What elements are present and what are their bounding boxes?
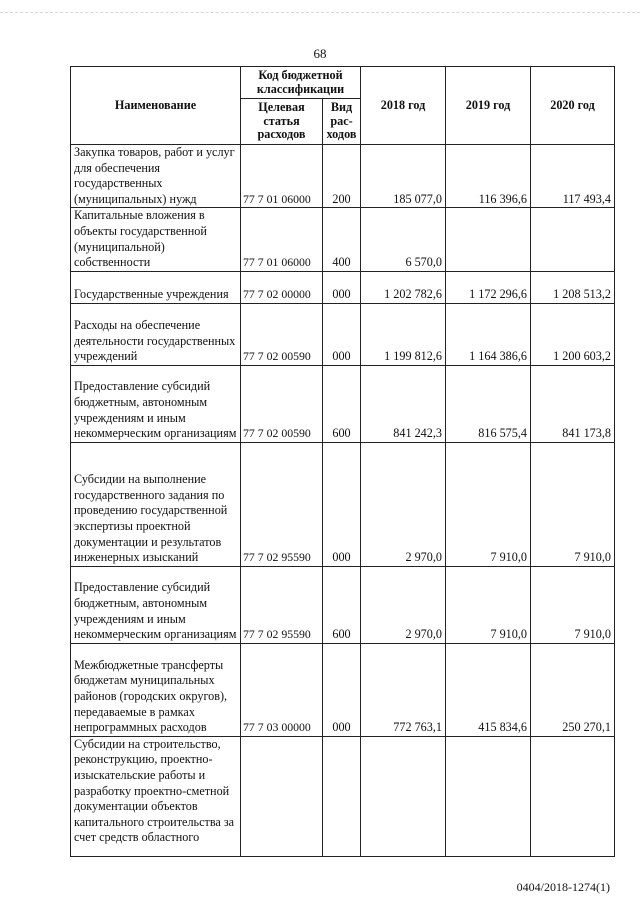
row-target-article xyxy=(241,736,323,856)
row-2019 xyxy=(446,208,531,271)
row-2020: 841 173,8 xyxy=(531,365,615,442)
row-target-article: 77 7 02 00590 xyxy=(241,303,323,365)
row-name: Предоставление субсидий бюджетным, автономным учреждениям и иным некоммерческим организациям xyxy=(71,365,241,442)
header-2019: 2019 год xyxy=(446,67,531,145)
table-row xyxy=(71,208,615,271)
table-row xyxy=(71,442,615,566)
row-2019: 1 172 296,6 xyxy=(446,271,531,303)
row-2020: 7 910,0 xyxy=(531,566,615,643)
table-row xyxy=(71,365,615,442)
row-expense-type: 400 xyxy=(323,208,361,271)
row-target-article: 77 7 02 95590 xyxy=(241,566,323,643)
table-row xyxy=(71,566,615,643)
row-expense-type: 200 xyxy=(323,145,361,208)
row-2018: 2 970,0 xyxy=(361,442,446,566)
row-target-article: 77 7 02 00000 xyxy=(241,271,323,303)
row-target-article: 77 7 02 00590 xyxy=(241,365,323,442)
row-expense-type: 000 xyxy=(323,303,361,365)
table-row xyxy=(71,303,615,365)
row-2018: 772 763,1 xyxy=(361,643,446,736)
table-row xyxy=(71,643,615,736)
header-2020: 2020 год xyxy=(531,67,615,145)
row-target-article: 77 7 01 06000 xyxy=(241,145,323,208)
row-expense-type: 000 xyxy=(323,643,361,736)
row-name: Государственные учреждения xyxy=(71,271,241,303)
row-2018 xyxy=(361,736,446,856)
header-target-article: Целевая статья расходов xyxy=(241,99,323,145)
row-2019: 7 910,0 xyxy=(446,442,531,566)
header-name: Наименование xyxy=(71,67,241,145)
table-row xyxy=(71,736,615,856)
row-expense-type: 000 xyxy=(323,271,361,303)
row-name: Расходы на обеспечение деятельности государственных учреждений xyxy=(71,303,241,365)
row-name: Предоставление субсидий бюджетным, автономным учреждениям и иным некоммерческим организациям xyxy=(71,566,241,643)
row-2018: 185 077,0 xyxy=(361,145,446,208)
row-2019: 415 834,6 xyxy=(446,643,531,736)
row-2020 xyxy=(531,208,615,271)
row-2018: 2 970,0 xyxy=(361,566,446,643)
row-2018: 1 202 782,6 xyxy=(361,271,446,303)
row-2020: 1 200 603,2 xyxy=(531,303,615,365)
row-2019: 7 910,0 xyxy=(446,566,531,643)
row-2019: 1 164 386,6 xyxy=(446,303,531,365)
header-expense-type: Вид рас-ходов xyxy=(323,99,361,145)
row-name: Межбюджетные трансферты бюджетам муниципальных районов (городских округов), передаваемые в рамках непрограммных расходов xyxy=(71,643,241,736)
row-2018: 1 199 812,6 xyxy=(361,303,446,365)
row-2020 xyxy=(531,736,615,856)
row-target-article: 77 7 03 00000 xyxy=(241,643,323,736)
top-scan-border xyxy=(0,0,640,13)
row-name: Субсидии на выполнение государственного задания по проведению государственной экспертизы проектной документации и результатов инженерных изысканий xyxy=(71,442,241,566)
row-2020: 1 208 513,2 xyxy=(531,271,615,303)
header-2018: 2018 год xyxy=(361,67,446,145)
row-2019: 116 396,6 xyxy=(446,145,531,208)
row-2018: 6 570,0 xyxy=(361,208,446,271)
row-2020: 7 910,0 xyxy=(531,442,615,566)
table-row xyxy=(71,271,615,303)
row-2018: 841 242,3 xyxy=(361,365,446,442)
row-target-article: 77 7 02 95590 xyxy=(241,442,323,566)
header-row-top xyxy=(71,67,615,99)
row-2019 xyxy=(446,736,531,856)
row-expense-type: 600 xyxy=(323,566,361,643)
row-expense-type xyxy=(323,736,361,856)
document-code: 0404/2018-1274(1) xyxy=(516,880,610,894)
row-name: Субсидии на строительство, реконструкцию, проектно-изыскательские работы и разработку проектно-сметной документации объектов капитального строительства за счет средств областного xyxy=(71,736,241,856)
row-target-article: 77 7 01 06000 xyxy=(241,208,323,271)
row-2020: 117 493,4 xyxy=(531,145,615,208)
row-name: Капитальные вложения в объекты государственной (муниципальной) собственности xyxy=(71,208,241,271)
row-expense-type: 000 xyxy=(323,442,361,566)
budget-table xyxy=(70,66,615,857)
row-name: Закупка товаров, работ и услуг для обеспечения государственных (муниципальных) нужд xyxy=(71,145,241,208)
row-2019: 816 575,4 xyxy=(446,365,531,442)
table-row xyxy=(71,145,615,208)
header-budget-code: Код бюджетной классификации xyxy=(241,67,361,99)
row-expense-type: 600 xyxy=(323,365,361,442)
row-2020: 250 270,1 xyxy=(531,643,615,736)
page-number: 68 xyxy=(313,46,327,61)
